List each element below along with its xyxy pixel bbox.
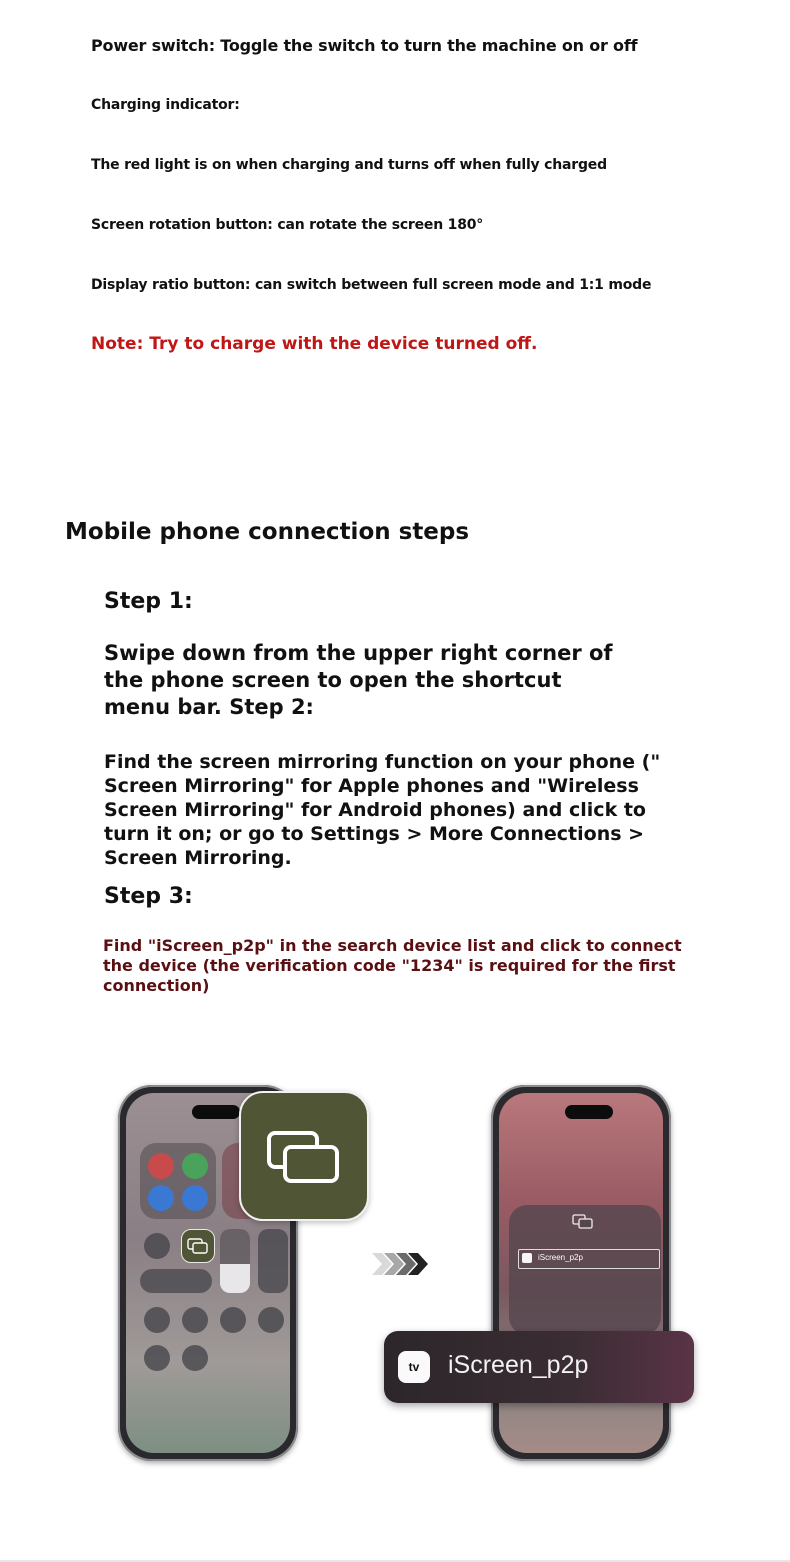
flashlight-icon (144, 1307, 170, 1333)
step3-text: Find "iScreen_p2p" in the search device list and click to connect the device (the verification code "1234" is required for the first connection) (103, 936, 682, 995)
screen-mirroring-icon[interactable] (181, 1229, 215, 1263)
airplane-icon (148, 1153, 174, 1179)
screen-mirroring-large-icon (241, 1093, 367, 1219)
forward-arrows-icon (372, 1253, 428, 1275)
volume-slider[interactable] (258, 1229, 288, 1293)
step2-text: Find the screen mirroring function on your phone (" Screen Mirroring" for Apple phones and "Wireless Screen Mirroring" for Android phones) and click to turn it on; or go to Settings > More Connections > Screen Mirroring. (104, 751, 661, 869)
feature-display-ratio: Display ratio button: can switch between full screen mode and 1:1 mode (91, 277, 652, 293)
step3-label: Step 3: (104, 884, 193, 909)
appletv-icon (522, 1253, 532, 1263)
step1-label: Step 1: (104, 589, 193, 614)
device-name-large: iScreen_p2p (448, 1351, 589, 1379)
record-icon (182, 1345, 208, 1371)
calculator-icon (220, 1307, 246, 1333)
rotation-lock-icon (144, 1233, 170, 1259)
cellular-icon (182, 1153, 208, 1179)
section-title: Mobile phone connection steps (65, 519, 470, 545)
feature-power-switch: Power switch: Toggle the switch to turn the machine on or off (91, 36, 638, 55)
step1-text: Swipe down from the upper right corner of the phone screen to open the shortcut menu bar. Step 2: (104, 641, 613, 719)
feature-red-light: The red light is on when charging and turns off when fully charged (91, 157, 607, 173)
shazam-icon (144, 1345, 170, 1371)
dynamic-island (565, 1105, 613, 1119)
bluetooth-icon (182, 1185, 208, 1211)
dynamic-island (192, 1105, 240, 1119)
device-name-small: iScreen_p2p (538, 1253, 583, 1262)
camera-icon (258, 1307, 284, 1333)
feature-charging-indicator: Charging indicator: (91, 97, 240, 113)
device-list-item[interactable] (518, 1249, 660, 1269)
wifi-icon (148, 1185, 174, 1211)
connectivity-panel (140, 1143, 216, 1219)
screen-mirroring-icon (571, 1213, 595, 1231)
mirroring-sheet (509, 1205, 661, 1335)
focus-toggle[interactable] (140, 1269, 212, 1293)
feature-screen-rotation: Screen rotation button: can rotate the screen 180° (91, 217, 484, 233)
charging-note: Note: Try to charge with the device turned off. (91, 334, 538, 354)
appletv-icon (398, 1351, 430, 1383)
device-name-popup[interactable] (384, 1331, 694, 1403)
appletv-badge-text: tv (408, 1360, 420, 1374)
brightness-slider[interactable] (220, 1229, 250, 1293)
screen-mirroring-tile-enlarged (239, 1091, 369, 1221)
phone-device-list (491, 1085, 671, 1461)
timer-icon (182, 1307, 208, 1333)
